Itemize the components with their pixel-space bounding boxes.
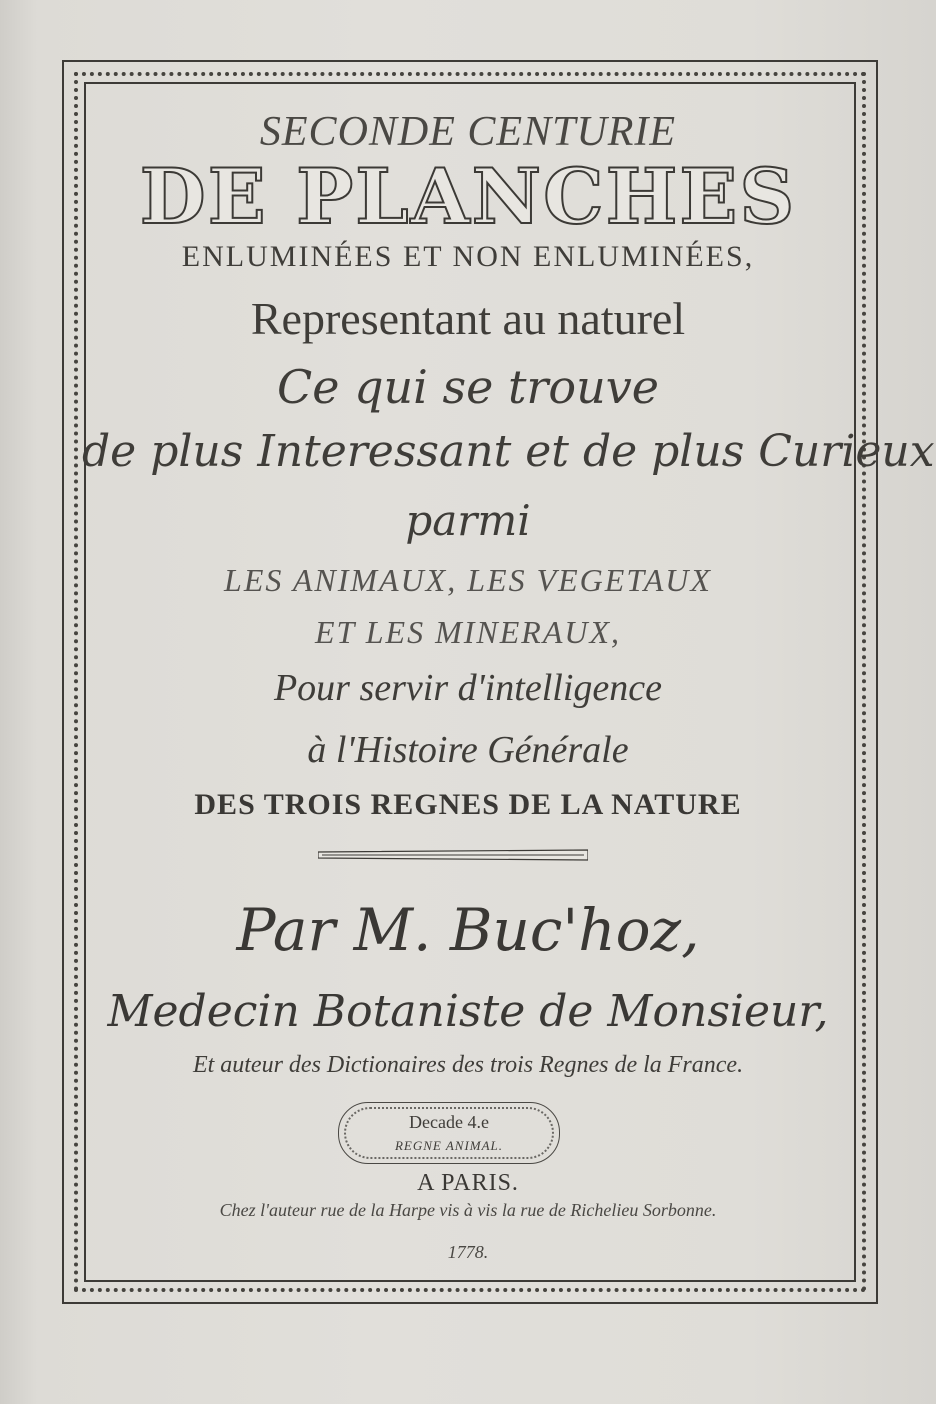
imprint-address: Chez l'auteur rue de la Harpe vis à vis la rue de Richelieu Sorbonne. [219,1200,717,1220]
title-line-7: parmi [405,496,531,545]
main-title: DE PLANCHES [139,152,797,241]
title-line-9: ET LES MINERAUX, [314,614,622,650]
title-line-11: à l'Histoire Générale [307,729,629,771]
imprint-year: 1778. [447,1242,489,1262]
author-name: Par M. Buc'hoz, [236,896,700,964]
title-line-3: ENLUMINÉES ET NON ENLUMINÉES, [181,240,755,273]
title-line-8: LES ANIMAUX, LES VEGETAUX [224,562,712,598]
imprint-city: A PARIS. [417,1170,519,1196]
title-line-5: Ce qui se trouve [277,360,659,414]
cartouche-regne: REGNE ANIMAL. [394,1138,504,1153]
cartouche-decade: Decade 4.e [409,1112,489,1132]
ornamental-rule [318,848,588,862]
title-line-4: Representant au naturel [250,293,686,344]
title-line-12: DES TROIS REGNES DE LA NATURE [194,788,742,821]
author-title: Medecin Botaniste de Monsieur, [107,986,829,1037]
title-line-10: Pour servir d'intelligence [273,667,663,709]
title-line-6: de plus Interessant et de plus Curieux [82,426,935,477]
title-line-1: SECONDE CENTURIE [259,109,677,155]
author-note: Et auteur des Dictionaires des trois Regnes de la France. [192,1052,744,1078]
